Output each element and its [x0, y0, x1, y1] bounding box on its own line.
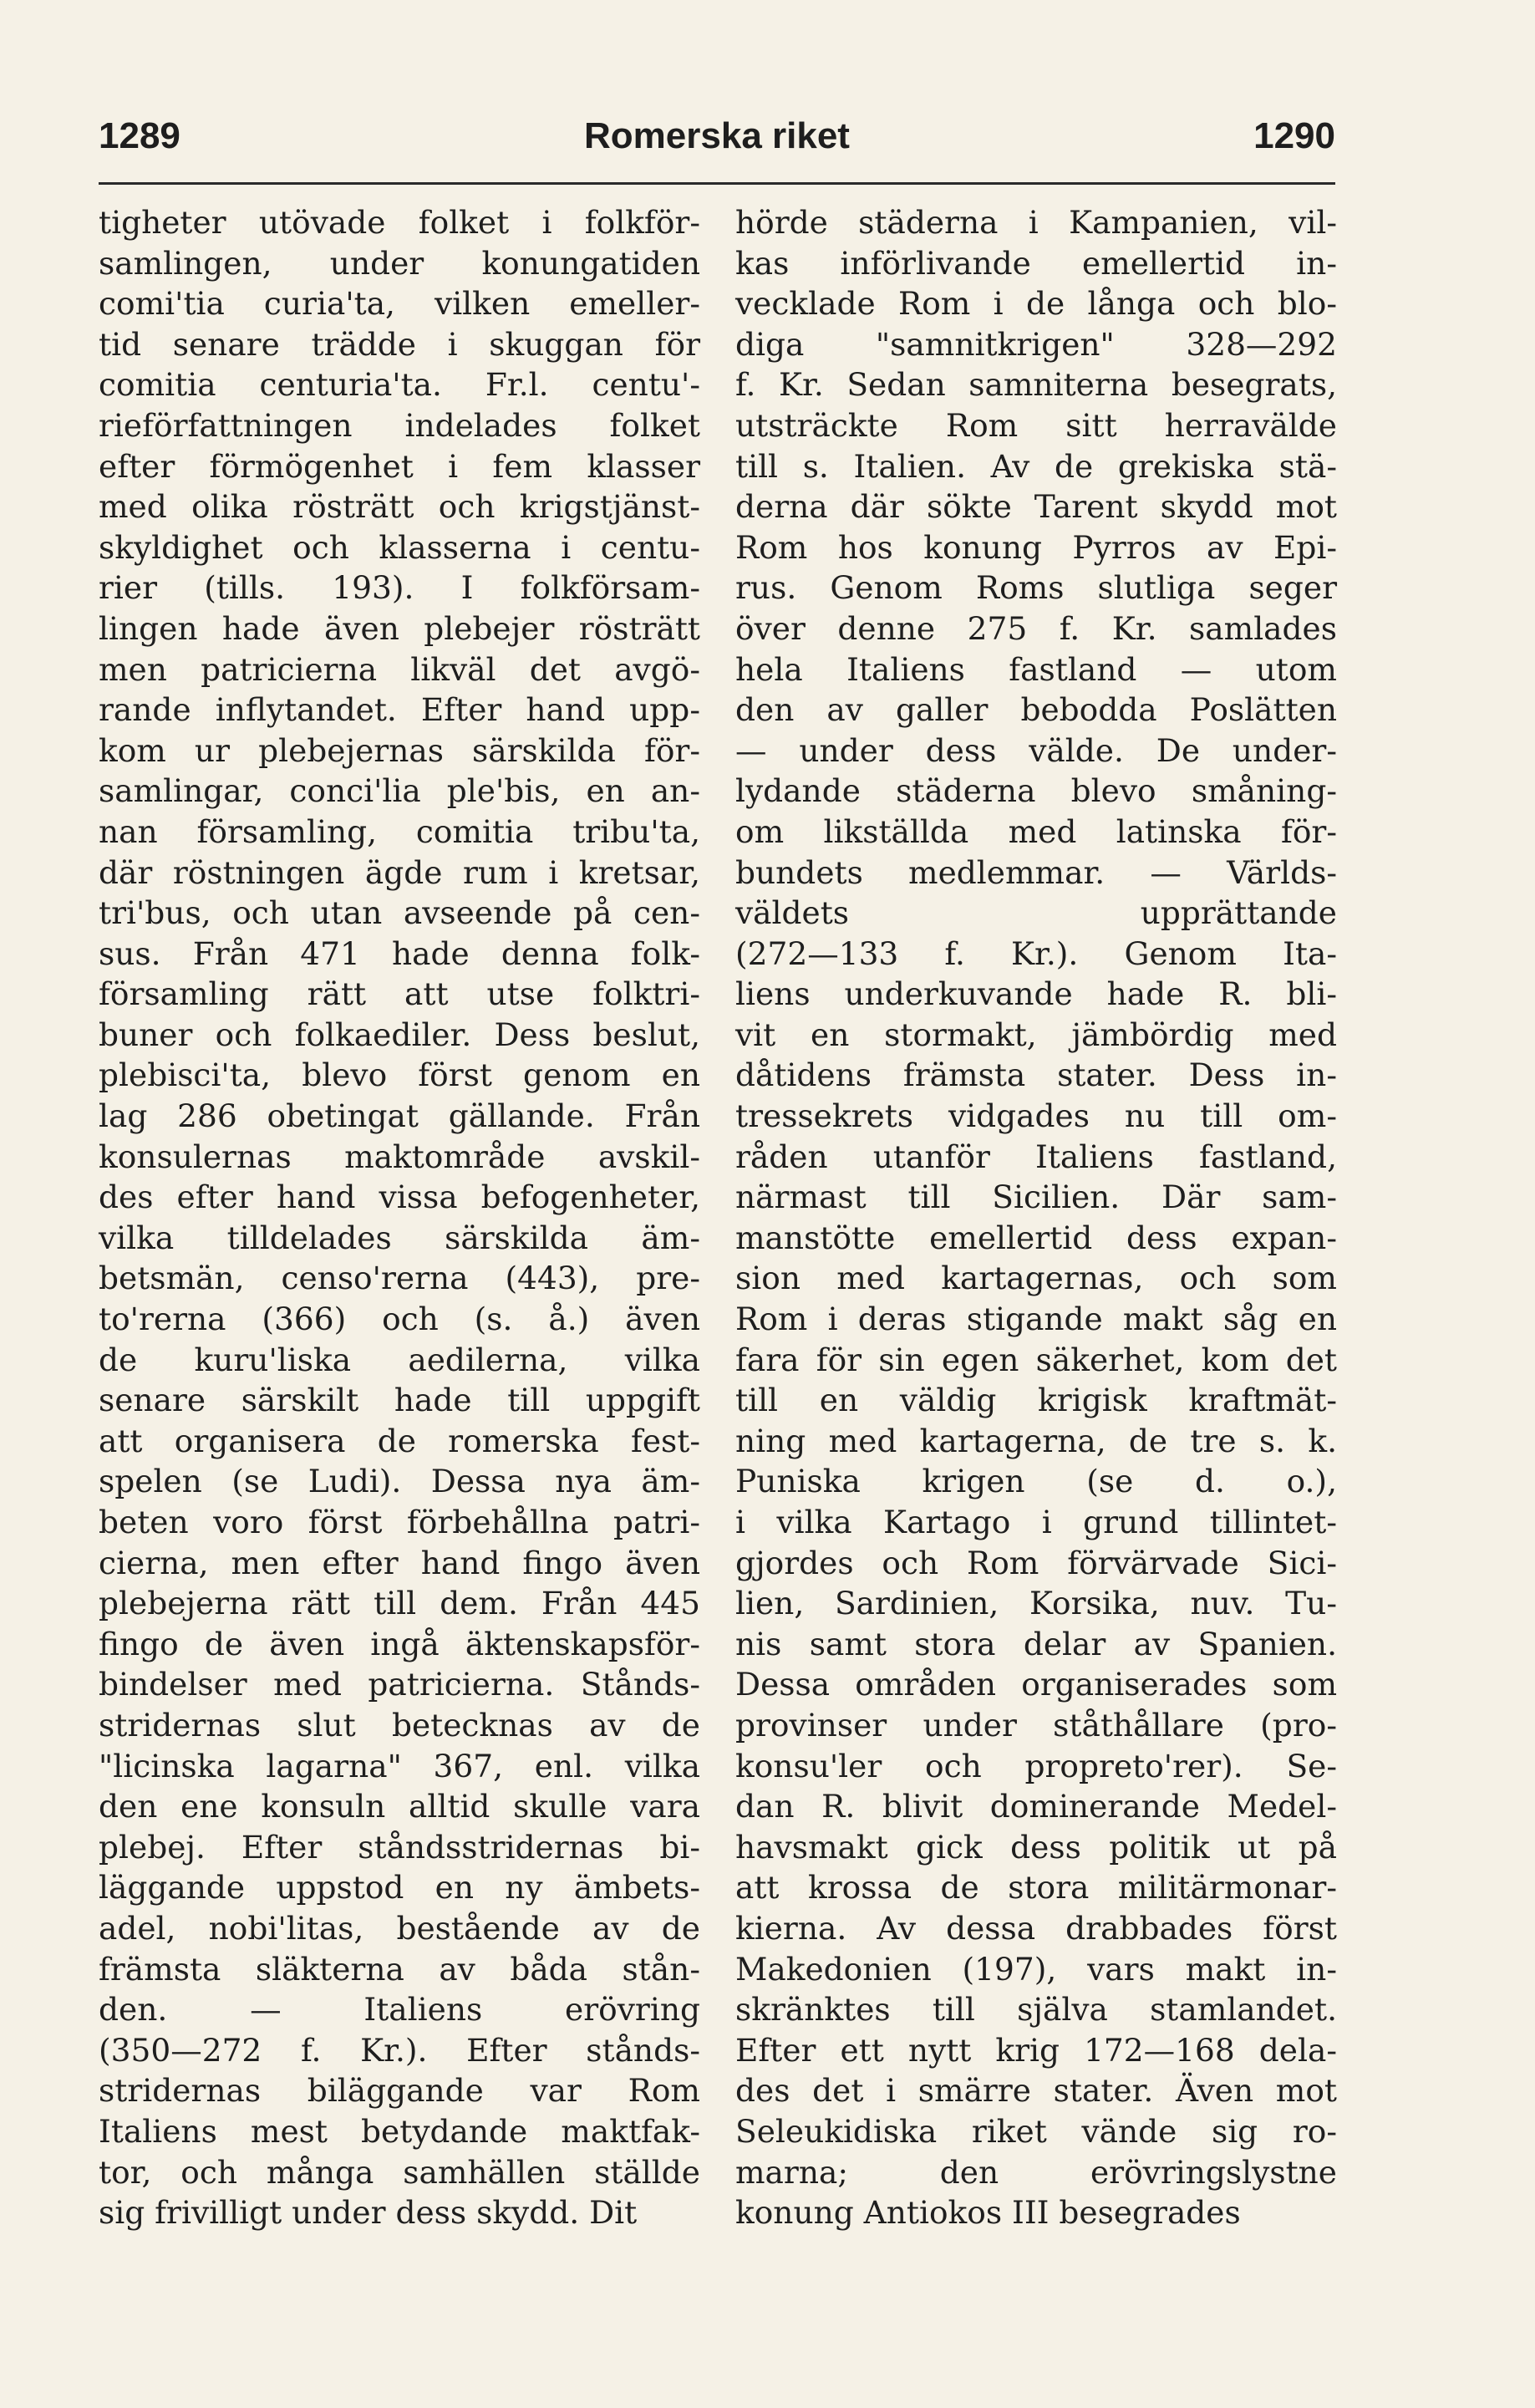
text-line: rus. Genom Roms slutliga seger: [735, 569, 1337, 607]
text-line: Rom i deras stigande makt såg en: [735, 1301, 1337, 1338]
right-column: [735, 202, 1337, 2233]
text-line: råden utanför Italiens fastland,: [735, 1138, 1337, 1175]
text-line: des det i smärre stater. Även mot: [735, 2072, 1337, 2110]
text-line: manstötte emellertid dess expan-: [735, 1219, 1337, 1256]
text-line: comitia centuria'ta. Fr.l. centu'-: [99, 366, 700, 404]
text-line: plebisci'ta, blevo först genom en: [99, 1056, 700, 1094]
left-column: [99, 202, 700, 2233]
text-line: den. — Italiens erövring: [99, 1991, 700, 2029]
text-line: till en väldig krigisk kraftmät-: [735, 1382, 1337, 1419]
text-line: främsta släkterna av båda stån-: [99, 1950, 700, 1988]
text-line: väldets upprättande: [735, 894, 1337, 932]
text-line: lydande städerna blevo småning-: [735, 772, 1337, 810]
text-line: buner och folkaediler. Dess beslut,: [99, 1016, 700, 1053]
text-line: f. Kr. Sedan samniterna besegrats,: [735, 366, 1337, 404]
text-line: sus. Från 471 hade denna folk-: [99, 934, 700, 972]
text-line: kas införlivande emellertid in-: [735, 244, 1337, 282]
text-line: samlingen, under konungatiden: [99, 244, 700, 282]
text-line: senare särskilt hade till uppgift: [99, 1382, 700, 1419]
page-number-right: 1290: [1253, 115, 1335, 156]
text-line: sion med kartagernas, och som: [735, 1260, 1337, 1297]
text-line: hörde städerna i Kampanien, vil-: [735, 204, 1337, 241]
text-line: fara för sin egen säkerhet, kom det: [735, 1341, 1337, 1378]
text-line: dåtidens främsta stater. Dess in-: [735, 1056, 1337, 1094]
text-line: bundets medlemmar. — Världs-: [735, 853, 1337, 891]
text-line: de kuru'liska aedilerna, vilka: [99, 1341, 700, 1378]
header-rule: [99, 182, 1335, 185]
text-line: spelen (se Ludi). Dessa nya äm-: [99, 1463, 700, 1500]
text-line: nis samt stora delar av Spanien.: [735, 1625, 1337, 1662]
text-line: bindelser med patricierna. Stånds-: [99, 1666, 700, 1703]
text-line: samlingar, conci'lia ple'bis, en an-: [99, 772, 700, 810]
text-line: marna; den erövringslystne: [735, 2153, 1337, 2191]
text-line: om likställda med latinska för-: [735, 812, 1337, 850]
text-line: tid senare trädde i skuggan för: [99, 325, 700, 363]
text-line: tressekrets vidgades nu till om-: [735, 1097, 1337, 1135]
text-line: diga "samnitkrigen" 328—292: [735, 325, 1337, 363]
text-line: men patricierna likväl det avgö-: [99, 650, 700, 688]
text-line: stridernas biläggande var Rom: [99, 2072, 700, 2110]
text-line: Seleukidiska riket vände sig ro-: [735, 2112, 1337, 2150]
text-line: liens underkuvande hade R. bli-: [735, 975, 1337, 1013]
text-line: efter förmögenhet i fem klasser: [99, 447, 700, 485]
text-line: att organisera de romerska fest-: [99, 1422, 700, 1459]
text-line: Makedonien (197), vars makt in-: [735, 1950, 1337, 1988]
text-line: beten voro först förbehållna patri-: [99, 1504, 700, 1540]
text-line: församling rätt att utse folktri-: [99, 975, 700, 1013]
text-line: konsu'ler och propreto'rer). Se-: [735, 1747, 1337, 1784]
text-line: adel, nobi'litas, bestående av de: [99, 1909, 700, 1947]
text-line: havsmakt gick dess politik ut på: [735, 1828, 1337, 1866]
text-line: dan R. blivit dominerande Medel-: [735, 1788, 1337, 1825]
text-line: kom ur plebejernas särskilda för-: [99, 731, 700, 769]
text-line: tri'bus, och utan avseende på cen-: [99, 894, 700, 932]
text-line: till s. Italien. Av de grekiska stä-: [735, 447, 1337, 485]
text-line: gjordes och Rom förvärvade Sici-: [735, 1544, 1337, 1581]
text-line: des efter hand vissa befogenheter,: [99, 1179, 700, 1216]
running-title: Romerska riket: [584, 115, 850, 156]
text-line: (272—133 f. Kr.). Genom Ita-: [735, 934, 1337, 972]
text-line: nan församling, comitia tribu'ta,: [99, 812, 700, 850]
text-line: cierna, men efter hand fingo även: [99, 1544, 700, 1581]
text-line: vilka tilldelades särskilda äm-: [99, 1219, 700, 1256]
text-line: — under dess välde. De under-: [735, 731, 1337, 769]
text-line: betsmän, censo'rerna (443), pre-: [99, 1260, 700, 1297]
text-line: vit en stormakt, jämbördig med: [735, 1016, 1337, 1053]
text-line: lien, Sardinien, Korsika, nuv. Tu-: [735, 1585, 1337, 1622]
text-line: Italiens mest betydande maktfak-: [99, 2112, 700, 2150]
text-line: skyldighet och klasserna i centu-: [99, 528, 700, 566]
text-line: i vilka Kartago i grund tillintet-: [735, 1504, 1337, 1540]
text-line: tor, och många samhällen ställde: [99, 2153, 700, 2191]
text-line: fingo de även ingå äktenskapsför-: [99, 1625, 700, 1662]
text-line: Efter ett nytt krig 172—168 dela-: [735, 2031, 1337, 2069]
text-line: comi'tia curia'ta, vilken emeller-: [99, 285, 700, 323]
text-line: provinser under ståthållare (pro-: [735, 1706, 1337, 1744]
text-line: ning med kartagerna, de tre s. k.: [735, 1422, 1337, 1459]
text-line: plebejerna rätt till dem. Från 445: [99, 1585, 700, 1622]
page-header: [99, 99, 1335, 174]
text-line: rier (tills. 193). I folkförsam-: [99, 569, 700, 607]
text-line: den av galler bebodda Poslätten: [735, 691, 1337, 729]
text-line: tigheter utövade folket i folkför-: [99, 204, 700, 241]
text-line: konsulernas maktområde avskil-: [99, 1138, 700, 1175]
text-line: (350—272 f. Kr.). Efter stånds-: [99, 2031, 700, 2069]
text-line: stridernas slut betecknas av de: [99, 1706, 700, 1744]
text-line: rieförfattningen indelades folket: [99, 406, 700, 444]
text-line: hela Italiens fastland — utom: [735, 650, 1337, 688]
text-line: lingen hade även plebejer rösträtt: [99, 609, 700, 647]
text-line: sig frivilligt under dess skydd. Dit: [99, 2194, 638, 2232]
text-line: lag 286 obetingat gällande. Från: [99, 1097, 700, 1135]
text-line: närmast till Sicilien. Där sam-: [735, 1179, 1337, 1216]
page-number-left: 1289: [99, 115, 180, 156]
text-line: vecklade Rom i de långa och blo-: [735, 285, 1337, 323]
text-line: plebej. Efter ståndsstridernas bi-: [99, 1828, 700, 1866]
text-line: Puniska krigen (se d. o.),: [735, 1463, 1337, 1500]
text-line: to'rerna (366) och (s. å.) även: [99, 1301, 700, 1338]
text-line: där röstningen ägde rum i kretsar,: [99, 853, 700, 891]
text-line: läggande uppstod en ny ämbets-: [99, 1869, 700, 1907]
text-line: att krossa de stora militärmonar-: [735, 1869, 1337, 1907]
text-line: den ene konsuln alltid skulle vara: [99, 1788, 700, 1825]
text-line: utsträckte Rom sitt herravälde: [735, 406, 1337, 444]
text-line: med olika rösträtt och krigstjänst-: [99, 488, 700, 526]
text-line: Rom hos konung Pyrros av Epi-: [735, 528, 1337, 566]
text-line: "licinska lagarna" 367, enl. vilka: [99, 1747, 700, 1784]
text-line: derna där sökte Tarent skydd mot: [735, 488, 1337, 526]
text-line: Dessa områden organiserades som: [735, 1666, 1337, 1703]
text-line: rande inflytandet. Efter hand upp-: [99, 691, 700, 729]
text-line: över denne 275 f. Kr. samlades: [735, 609, 1337, 647]
text-line: kierna. Av dessa drabbades först: [735, 1909, 1337, 1947]
text-line: skränktes till själva stamlandet.: [735, 1991, 1337, 2029]
text-line: konung Antiokos III besegrades: [735, 2194, 1241, 2232]
